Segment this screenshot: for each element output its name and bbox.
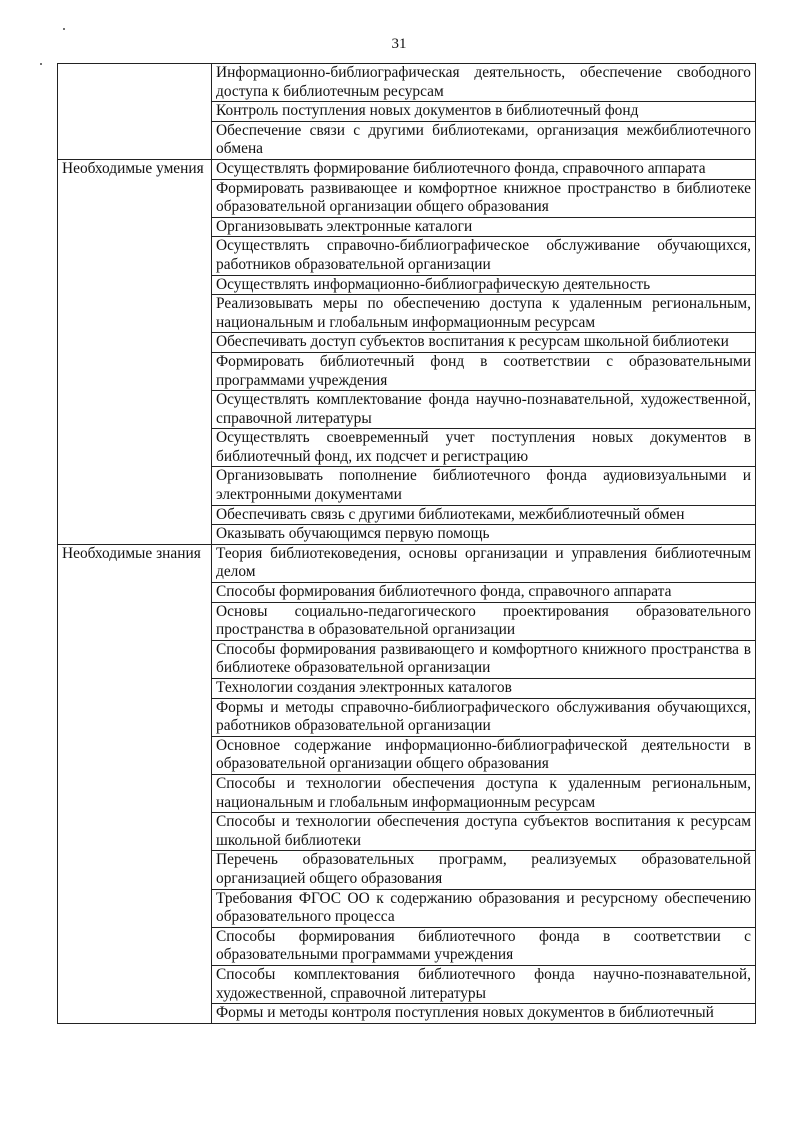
category-cell bbox=[58, 64, 212, 160]
requirement-item-cell: Оказывать обучающимся первую помощь bbox=[212, 525, 756, 545]
requirement-item-cell: Контроль поступления новых документов в библиотечный фонд bbox=[212, 102, 756, 122]
requirement-item-cell: Формировать развивающее и комфортное книжное пространство в библиотеке образовательной организации общего образования bbox=[212, 179, 756, 217]
requirement-item-cell: Способы комплектования библиотечного фонда научно-познавательной, художественной, справочной литературы bbox=[212, 965, 756, 1003]
requirement-item-cell: Организовывать пополнение библиотечного фонда аудиовизуальными и электронными документами bbox=[212, 467, 756, 505]
requirement-item-cell: Технологии создания электронных каталогов bbox=[212, 679, 756, 699]
requirement-item-cell: Осуществлять формирование библиотечного фонда, справочного аппарата bbox=[212, 159, 756, 179]
requirement-item-cell: Способы формирования библиотечного фонда, справочного аппарата bbox=[212, 583, 756, 603]
requirement-item-cell: Осуществлять справочно-библиографическое обслуживание обучающихся, работников образовательной организации bbox=[212, 237, 756, 275]
requirement-item-cell: Осуществлять своевременный учет поступления новых документов в библиотечный фонд, их подсчет и регистрацию bbox=[212, 429, 756, 467]
requirement-item-cell: Реализовывать меры по обеспечению доступа к удаленным региональным, национальным и глобальным информационным ресурсам bbox=[212, 295, 756, 333]
requirement-item-cell: Организовывать электронные каталоги bbox=[212, 217, 756, 237]
requirements-table-body bbox=[58, 64, 756, 1024]
table-row bbox=[58, 64, 756, 102]
requirement-item-cell: Теория библиотековедения, основы организации и управления библиотечным делом bbox=[212, 544, 756, 582]
requirement-item-cell: Формы и методы справочно-библиографического обслуживания обучающихся, работников образовательной организации bbox=[212, 698, 756, 736]
requirement-item-cell: Осуществлять информационно-библиографическую деятельность bbox=[212, 275, 756, 295]
requirement-item-cell: Информационно-библиографическая деятельность, обеспечение свободного доступа к библиотечным ресурсам bbox=[212, 64, 756, 102]
requirement-item-cell: Способы и технологии обеспечения доступа субъектов воспитания к ресурсам школьной библиотеки bbox=[212, 813, 756, 851]
table-row bbox=[58, 544, 756, 582]
category-cell: Необходимые умения bbox=[58, 159, 212, 544]
page-number: 31 bbox=[391, 36, 407, 52]
requirement-item-cell: Способы и технологии обеспечения доступа к удаленным региональным, национальным и глобальным информационным ресурсам bbox=[212, 774, 756, 812]
requirement-item-cell: Обеспечивать связь с другими библиотеками, межбиблиотечный обмен bbox=[212, 505, 756, 525]
scan-mark bbox=[40, 63, 42, 65]
requirement-item-cell: Способы формирования развивающего и комфортного книжного пространства в библиотеке образовательной организации bbox=[212, 640, 756, 678]
scan-mark bbox=[63, 28, 65, 30]
requirement-item-cell: Способы формирования библиотечного фонда в соответствии с образовательными программами учреждения bbox=[212, 927, 756, 965]
requirement-item-cell: Обеспечивать доступ субъектов воспитания к ресурсам школьной библиотеки bbox=[212, 333, 756, 353]
table-row bbox=[58, 159, 756, 179]
category-cell: Необходимые знания bbox=[58, 544, 212, 1023]
requirements-table bbox=[57, 63, 756, 1024]
requirement-item-cell: Основы социально-педагогического проектирования образовательного пространства в образовательной организации bbox=[212, 602, 756, 640]
requirement-item-cell: Формы и методы контроля поступления новых документов в библиотечный bbox=[212, 1004, 756, 1024]
requirement-item-cell: Осуществлять комплектование фонда научно-познавательной, художественной, справочной литературы bbox=[212, 391, 756, 429]
requirement-item-cell: Основное содержание информационно-библиографической деятельности в образовательной организации общего образования bbox=[212, 736, 756, 774]
requirement-item-cell: Требования ФГОС ОО к содержанию образования и ресурсному обеспечению образовательного процесса bbox=[212, 889, 756, 927]
requirement-item-cell: Обеспечение связи с другими библиотеками, организация межбиблиотечного обмена bbox=[212, 121, 756, 159]
requirement-item-cell: Перечень образовательных программ, реализуемых образовательной организацией общего образования bbox=[212, 851, 756, 889]
requirement-item-cell: Формировать библиотечный фонд в соответствии с образовательными программами учреждения bbox=[212, 352, 756, 390]
